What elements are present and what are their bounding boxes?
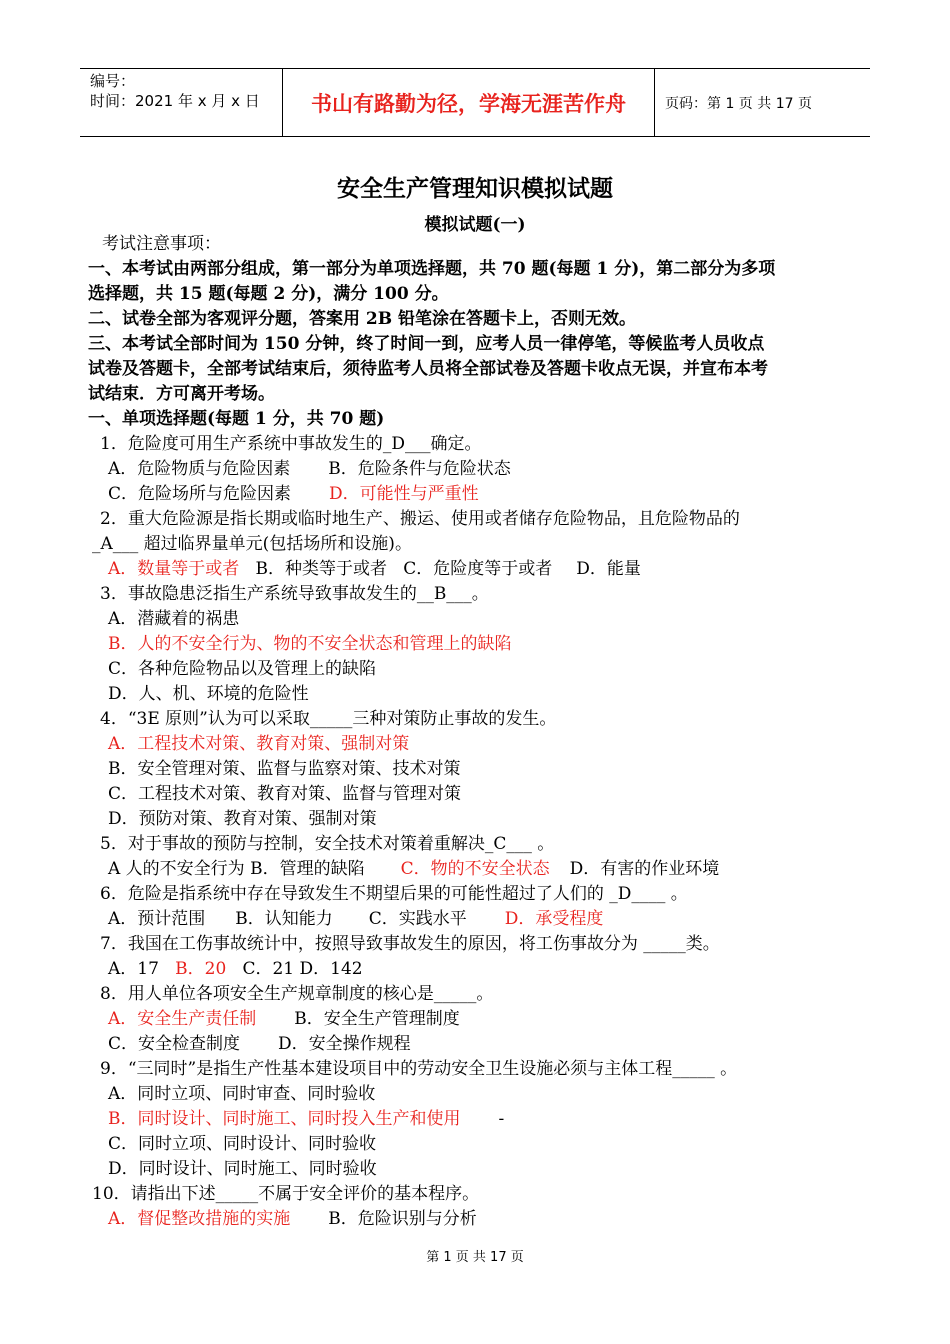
q1-stem: 1．危险度可用生产系统中事故发生的_D___确定。 <box>100 434 482 454</box>
q9-dash-mark: - <box>498 1109 505 1129</box>
q5-stem: 5．对于事故的预防与控制，安全技术对策着重解决_C___ 。 <box>100 834 555 854</box>
q7-option-cd: C．21 D．142 <box>242 959 363 979</box>
q1-options-row-2 <box>92 482 872 507</box>
q6-option-b: B．认知能力 <box>235 909 333 929</box>
q1-option-d-answer: D．可能性与严重性 <box>329 484 479 504</box>
document-date: 时间：2021 年 x 月 x 日 <box>90 92 260 110</box>
q3-option-b-answer: B．人的不安全行为、物的不安全状态和管理上的缺陷 <box>108 634 512 654</box>
q7-options-row <box>92 957 872 982</box>
document-number-label: 编号： <box>90 72 136 90</box>
q4-option-b: B．安全管理对策、监督与监察对策、技术对策 <box>108 759 461 779</box>
q2-stem-line-2: _A___ 超过临界量单元(包括场所和设施)。 <box>92 534 412 554</box>
q3-option-d: D．人、机、环境的危险性 <box>108 684 309 704</box>
q5-option-c-answer: C．物的不安全状态 <box>400 859 550 879</box>
header-motto: 书山有路勤为径，学海无涯苦作舟 <box>283 69 655 136</box>
q9-stem: 9．“三同时”是指生产性基本建设项目中的劳动安全卫生设施必须与主体工程_____ 。 <box>100 1059 738 1079</box>
page-footer: 第 1 页 共 17 页 <box>426 1250 524 1265</box>
header-page-info: 页码：第 1 页 共 17 页 <box>665 95 812 112</box>
document-body <box>88 232 872 1232</box>
q9-option-b-row <box>92 1107 872 1132</box>
q10-option-b: B．危险识别与分析 <box>328 1209 477 1229</box>
notes-heading: 考试注意事项： <box>102 234 221 254</box>
q10-options-row <box>92 1207 872 1232</box>
q1-option-c: C．危险场所与危险因素 <box>108 484 292 504</box>
q7-option-b-answer: B．20 <box>175 959 227 979</box>
q1-option-b: B．危险条件与危险状态 <box>328 459 511 479</box>
q6-option-a: A．预计范围 <box>108 909 206 929</box>
header-left-cell <box>80 69 283 136</box>
note-3-line-3: 试结束．方可离开考场。 <box>88 384 275 404</box>
q3-option-c: C．各种危险物品以及管理上的缺陷 <box>108 659 377 679</box>
section-1-heading: 一、单项选择题(每题 1 分，共 70 题) <box>88 409 385 429</box>
q2-option-d: D．能量 <box>576 559 641 579</box>
q3-stem: 3．事故隐患泛指生产系统导致事故发生的__B___。 <box>100 584 489 604</box>
q8-option-a-answer: A．安全生产责任制 <box>108 1009 257 1029</box>
q4-stem: 4．“3E 原则”认为可以采取_____三种对策防止事故的发生。 <box>100 709 557 729</box>
q1-option-a: A．危险物质与危险因素 <box>108 459 291 479</box>
q9-option-b-answer: B．同时设计、同时施工、同时投入生产和使用 <box>108 1109 461 1129</box>
q10-stem: 10．请指出下述_____不属于安全评价的基本程序。 <box>92 1184 480 1204</box>
q8-option-c: C．安全检查制度 <box>108 1034 241 1054</box>
note-3-line-1: 三、本考试全部时间为 150 分钟，终了时间一到，应考人员一律停笔，等候监考人员收点 <box>88 334 765 354</box>
q8-option-d: D．安全操作规程 <box>278 1034 411 1054</box>
document-title: 安全生产管理知识模拟试题 <box>337 175 613 202</box>
note-3-line-2: 试卷及答题卡，全部考试结束后，须待监考人员将全部试卷及答题卡收点无误，并宣布本考 <box>88 359 768 379</box>
note-2: 二、试卷全部为客观评分题，答案用 2B 铅笔涂在答题卡上，否则无效。 <box>88 309 637 329</box>
q2-option-a-answer: A．数量等于或者 <box>108 559 240 579</box>
q3-option-a: A．潜藏着的祸患 <box>108 609 240 629</box>
q10-option-a-answer: A．督促整改措施的实施 <box>108 1209 291 1229</box>
q9-option-c: C．同时立项、同时设计、同时验收 <box>108 1134 377 1154</box>
q4-option-d: D．预防对策、教育对策、强制对策 <box>108 809 377 829</box>
q5-options-row <box>92 857 872 882</box>
q5-option-d: D．有害的作业环境 <box>569 859 720 879</box>
q5-option-ab: A 人的不安全行为 B．管理的缺陷 <box>108 859 365 879</box>
q6-options-row <box>92 907 872 932</box>
note-1-line-2: 选择题，共 15 题(每题 2 分)，满分 100 分。 <box>88 284 449 304</box>
q1-options-row-1 <box>92 457 872 482</box>
note-1-line-1: 一、本考试由两部分组成，第一部分为单项选择题，共 70 题(每题 1 分)，第二部分为多项 <box>88 259 776 279</box>
document-subtitle: 模拟试题(一) <box>424 215 526 235</box>
q8-options-row-1 <box>92 1007 872 1032</box>
q8-options-row-2 <box>92 1032 872 1057</box>
q2-option-c: C．危险度等于或者 <box>403 559 553 579</box>
q2-options-row <box>92 557 872 582</box>
q7-stem: 7．我国在工伤事故统计中，按照导致事故发生的原因，将工伤事故分为 _____类。 <box>100 934 720 954</box>
q2-option-b: B．种类等于或者 <box>255 559 387 579</box>
q8-stem: 8．用人单位各项安全生产规章制度的核心是_____。 <box>100 984 494 1004</box>
q4-option-a-answer: A．工程技术对策、教育对策、强制对策 <box>108 734 410 754</box>
q4-option-c: C．工程技术对策、教育对策、监督与管理对策 <box>108 784 462 804</box>
q2-stem-line-1: 2．重大危险源是指长期或临时地生产、搬运、使用或者储存危险物品，且危险物品的 <box>100 509 740 529</box>
q6-option-c: C．实践水平 <box>368 909 467 929</box>
q9-option-a: A．同时立项、同时审查、同时验收 <box>108 1084 376 1104</box>
q6-option-d-answer: D．承受程度 <box>504 909 604 929</box>
q9-option-d: D．同时设计、同时施工、同时验收 <box>108 1159 377 1179</box>
q7-option-a: A．17 <box>108 959 159 979</box>
q8-option-b: B．安全生产管理制度 <box>294 1009 460 1029</box>
q6-stem: 6．危险是指系统中存在导致发生不期望后果的可能性超过了人们的 _D____ 。 <box>100 884 688 904</box>
header-table <box>80 68 870 137</box>
